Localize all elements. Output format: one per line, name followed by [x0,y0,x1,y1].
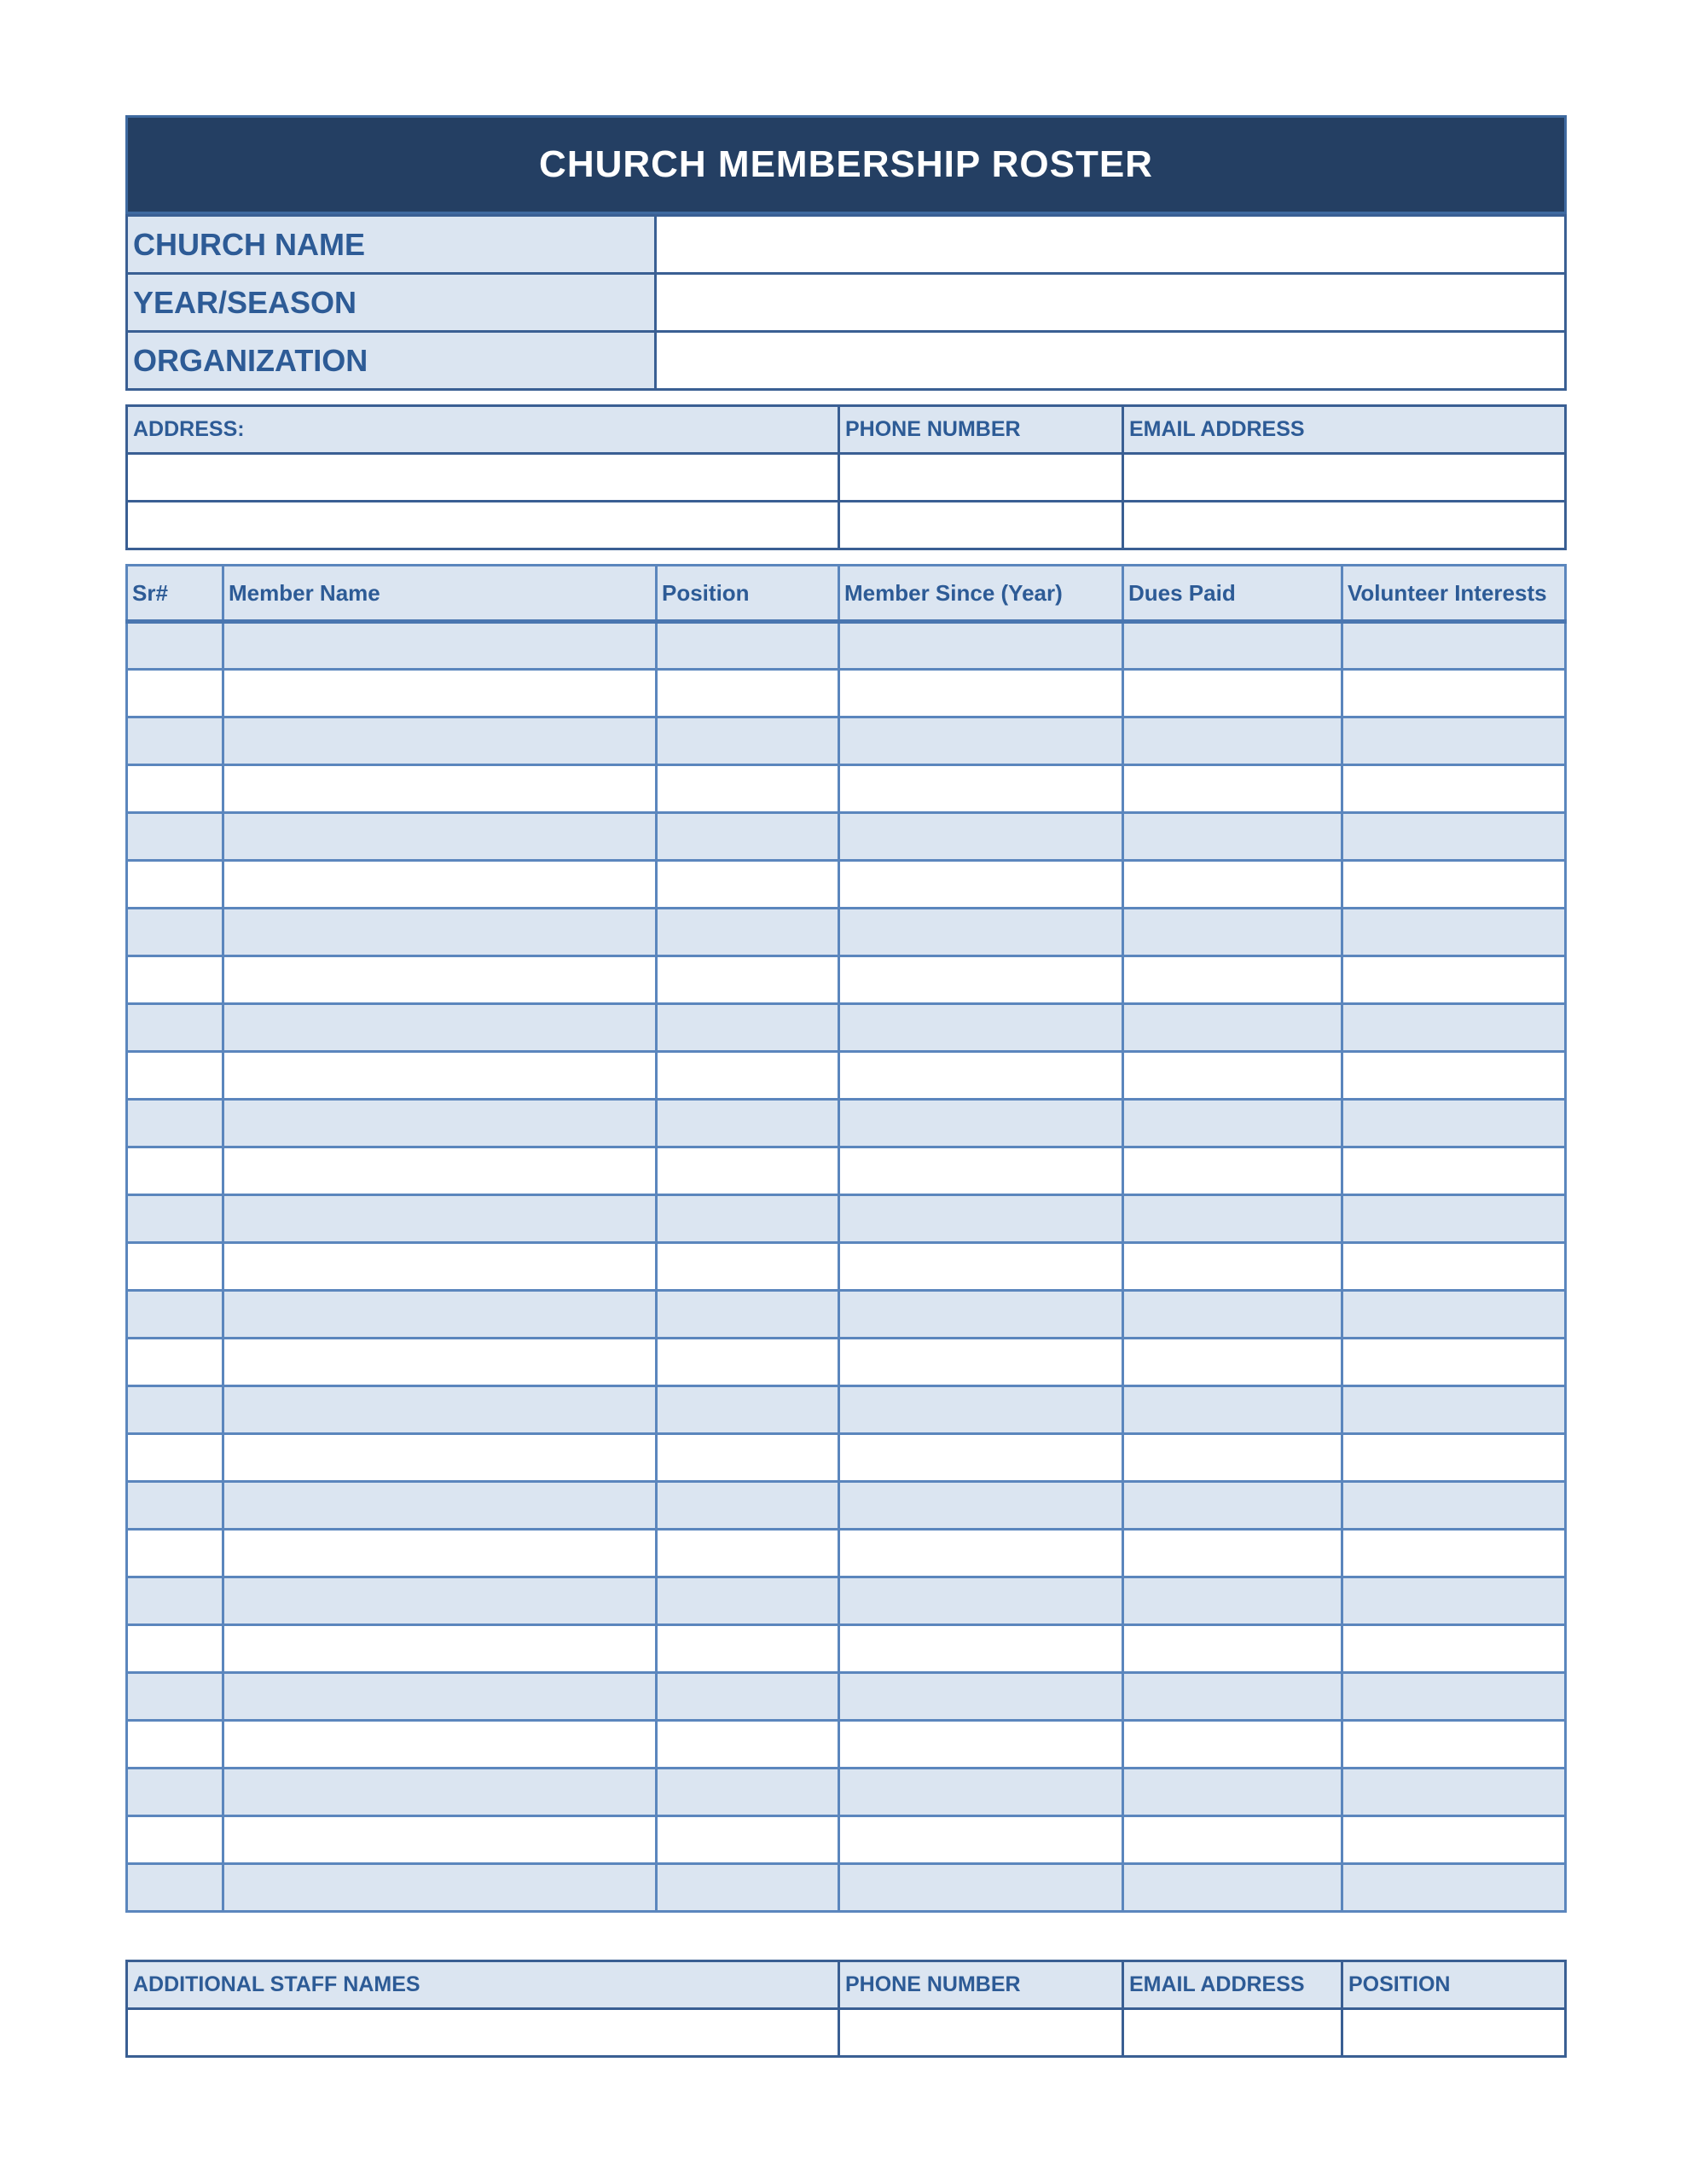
member-since-cell[interactable] [839,1577,1123,1625]
member-since-cell[interactable] [839,1482,1123,1530]
church-name-label: CHURCH NAME [127,216,656,274]
sr-cell[interactable] [127,670,223,717]
table-row [127,1864,1566,1912]
member-since-cell[interactable] [839,670,1123,717]
member-name-cell[interactable] [223,1291,657,1339]
phone-label: PHONE NUMBER [839,406,1123,454]
member-since-cell[interactable] [839,1147,1123,1195]
page-title: CHURCH MEMBERSHIP ROSTER [539,143,1153,185]
dues-paid-cell[interactable] [1123,1482,1342,1530]
staff-email-field[interactable] [1123,2009,1342,2057]
sr-cell[interactable] [127,956,223,1004]
table-row [127,1195,1566,1243]
table-row [127,956,1566,1004]
volunteer-interests-cell[interactable] [1342,1434,1566,1482]
staff-names-label: ADDITIONAL STAFF NAMES [127,1961,839,2009]
sr-cell[interactable] [127,1291,223,1339]
position-cell[interactable] [657,1673,839,1721]
sr-cell[interactable] [127,861,223,909]
volunteer-interests-cell[interactable] [1342,622,1566,670]
dues-paid-cell[interactable] [1123,1625,1342,1673]
dues-paid-cell[interactable] [1123,1004,1342,1052]
position-cell[interactable] [657,1769,839,1816]
contact-table [125,404,1567,550]
member-name-cell[interactable] [223,1673,657,1721]
staff-phone-field[interactable] [839,2009,1123,2057]
table-row [127,1004,1566,1052]
staff-name-field[interactable] [127,2009,839,2057]
organization-field[interactable] [656,332,1566,390]
member-name-cell[interactable] [223,1052,657,1100]
volunteer-interests-cell[interactable] [1342,1482,1566,1530]
position-cell[interactable] [657,670,839,717]
sr-cell[interactable] [127,1100,223,1147]
staff-email-label: EMAIL ADDRESS [1123,1961,1342,2009]
sr-cell[interactable] [127,1673,223,1721]
position-cell[interactable] [657,1434,839,1482]
member-since-cell[interactable] [839,1004,1123,1052]
table-row [127,1769,1566,1816]
position-cell[interactable] [657,1291,839,1339]
member-since-cell[interactable] [839,1243,1123,1291]
column-header-dues-paid: Dues Paid [1123,566,1342,622]
member-since-cell[interactable] [839,813,1123,861]
volunteer-interests-cell[interactable] [1342,1004,1566,1052]
member-name-cell[interactable] [223,861,657,909]
volunteer-interests-cell[interactable] [1342,1816,1566,1864]
member-name-cell[interactable] [223,1864,657,1912]
table-row [127,765,1566,813]
table-row [127,1625,1566,1673]
dues-paid-cell[interactable] [1123,1769,1342,1816]
phone-field[interactable] [839,454,1123,502]
member-since-cell[interactable] [839,1386,1123,1434]
column-header-position: Position [657,566,839,622]
volunteer-interests-cell[interactable] [1342,1721,1566,1769]
position-cell[interactable] [657,1577,839,1625]
address-label: ADDRESS: [127,406,839,454]
member-name-cell[interactable] [223,1386,657,1434]
roster-header-row [127,566,1566,622]
table-row [127,1291,1566,1339]
church-name-field[interactable] [656,216,1566,274]
volunteer-interests-cell[interactable] [1342,1625,1566,1673]
sr-cell[interactable] [127,1816,223,1864]
staff-table [125,1960,1567,2058]
table-row [127,717,1566,765]
dues-paid-cell[interactable] [1123,909,1342,956]
position-cell[interactable] [657,909,839,956]
member-name-cell[interactable] [223,670,657,717]
position-cell[interactable] [657,1816,839,1864]
member-since-cell[interactable] [839,765,1123,813]
member-name-cell[interactable] [223,1721,657,1769]
table-row [127,1386,1566,1434]
dues-paid-cell[interactable] [1123,813,1342,861]
dues-paid-cell[interactable] [1123,1243,1342,1291]
member-since-cell[interactable] [839,1721,1123,1769]
dues-paid-cell[interactable] [1123,1291,1342,1339]
member-name-cell[interactable] [223,717,657,765]
table-row [127,1434,1566,1482]
member-name-cell[interactable] [223,813,657,861]
sr-cell[interactable] [127,622,223,670]
table-row [127,1052,1566,1100]
member-name-cell[interactable] [223,1147,657,1195]
volunteer-interests-cell[interactable] [1342,1339,1566,1386]
member-name-cell[interactable] [223,1195,657,1243]
dues-paid-cell[interactable] [1123,1816,1342,1864]
table-row [127,1530,1566,1577]
table-row [127,670,1566,717]
member-since-cell[interactable] [839,909,1123,956]
volunteer-interests-cell[interactable] [1342,1052,1566,1100]
volunteer-interests-cell[interactable] [1342,1386,1566,1434]
roster-form [125,115,1567,2058]
sr-cell[interactable] [127,1482,223,1530]
email-field[interactable] [1123,502,1566,549]
volunteer-interests-cell[interactable] [1342,1673,1566,1721]
volunteer-interests-cell[interactable] [1342,1195,1566,1243]
sr-cell[interactable] [127,813,223,861]
title-banner [125,115,1567,214]
member-name-cell[interactable] [223,909,657,956]
table-row [127,1673,1566,1721]
sr-cell[interactable] [127,1339,223,1386]
sr-cell[interactable] [127,909,223,956]
member-name-cell[interactable] [223,1530,657,1577]
member-since-cell[interactable] [839,1339,1123,1386]
position-cell[interactable] [657,1721,839,1769]
volunteer-interests-cell[interactable] [1342,1291,1566,1339]
member-name-cell[interactable] [223,622,657,670]
table-row [127,1100,1566,1147]
dues-paid-cell[interactable] [1123,1673,1342,1721]
member-since-cell[interactable] [839,1625,1123,1673]
dues-paid-cell[interactable] [1123,956,1342,1004]
dues-paid-cell[interactable] [1123,1434,1342,1482]
dues-paid-cell[interactable] [1123,1577,1342,1625]
staff-position-field[interactable] [1342,2009,1566,2057]
address-field[interactable] [127,502,839,549]
sr-cell[interactable] [127,765,223,813]
volunteer-interests-cell[interactable] [1342,765,1566,813]
member-since-cell[interactable] [839,1769,1123,1816]
member-since-cell[interactable] [839,1816,1123,1864]
volunteer-interests-cell[interactable] [1342,1577,1566,1625]
dues-paid-cell[interactable] [1123,717,1342,765]
dues-paid-cell[interactable] [1123,1530,1342,1577]
member-name-cell[interactable] [223,1482,657,1530]
position-cell[interactable] [657,1052,839,1100]
sr-cell[interactable] [127,1625,223,1673]
position-cell[interactable] [657,1482,839,1530]
email-label: EMAIL ADDRESS [1123,406,1566,454]
organization-label: ORGANIZATION [127,332,656,390]
position-cell[interactable] [657,1864,839,1912]
position-cell[interactable] [657,1625,839,1673]
table-row [127,1339,1566,1386]
dues-paid-cell[interactable] [1123,1339,1342,1386]
dues-paid-cell[interactable] [1123,1386,1342,1434]
table-row [127,1816,1566,1864]
dues-paid-cell[interactable] [1123,670,1342,717]
sr-cell[interactable] [127,1386,223,1434]
sr-cell[interactable] [127,1195,223,1243]
position-cell[interactable] [657,1147,839,1195]
member-since-cell[interactable] [839,1434,1123,1482]
position-cell[interactable] [657,1004,839,1052]
position-cell[interactable] [657,1195,839,1243]
volunteer-interests-cell[interactable] [1342,1530,1566,1577]
email-field[interactable] [1123,454,1566,502]
member-since-cell[interactable] [839,1052,1123,1100]
year-season-label: YEAR/SEASON [127,274,656,332]
dues-paid-cell[interactable] [1123,1147,1342,1195]
dues-paid-cell[interactable] [1123,1195,1342,1243]
address-field[interactable] [127,454,839,502]
member-name-cell[interactable] [223,1577,657,1625]
volunteer-interests-cell[interactable] [1342,1243,1566,1291]
roster-body [127,622,1566,1912]
position-cell[interactable] [657,1386,839,1434]
position-cell[interactable] [657,1530,839,1577]
phone-field[interactable] [839,502,1123,549]
dues-paid-cell[interactable] [1123,861,1342,909]
dues-paid-cell[interactable] [1123,1864,1342,1912]
sr-cell[interactable] [127,1004,223,1052]
position-cell[interactable] [657,765,839,813]
dues-paid-cell[interactable] [1123,622,1342,670]
sr-cell[interactable] [127,1243,223,1291]
member-since-cell[interactable] [839,861,1123,909]
position-cell[interactable] [657,1243,839,1291]
member-name-cell[interactable] [223,1816,657,1864]
member-name-cell[interactable] [223,1339,657,1386]
sr-cell[interactable] [127,1434,223,1482]
position-cell[interactable] [657,813,839,861]
sr-cell[interactable] [127,1769,223,1816]
member-name-cell[interactable] [223,1434,657,1482]
dues-paid-cell[interactable] [1123,765,1342,813]
position-cell[interactable] [657,1100,839,1147]
member-since-cell[interactable] [839,717,1123,765]
sr-cell[interactable] [127,1530,223,1577]
table-row [127,1147,1566,1195]
member-name-cell[interactable] [223,956,657,1004]
volunteer-interests-cell[interactable] [1342,1100,1566,1147]
column-header-member-name: Member Name [223,566,657,622]
member-since-cell[interactable] [839,1673,1123,1721]
column-header-volunteer-interests: Volunteer Interests [1342,566,1566,622]
member-since-cell[interactable] [839,1530,1123,1577]
sr-cell[interactable] [127,1721,223,1769]
table-row [127,813,1566,861]
position-cell[interactable] [657,1339,839,1386]
member-since-cell[interactable] [839,956,1123,1004]
column-header-sr: Sr# [127,566,223,622]
volunteer-interests-cell[interactable] [1342,1147,1566,1195]
member-name-cell[interactable] [223,1625,657,1673]
volunteer-interests-cell[interactable] [1342,813,1566,861]
table-row [127,622,1566,670]
volunteer-interests-cell[interactable] [1342,909,1566,956]
dues-paid-cell[interactable] [1123,1052,1342,1100]
volunteer-interests-cell[interactable] [1342,1864,1566,1912]
member-name-cell[interactable] [223,1004,657,1052]
dues-paid-cell[interactable] [1123,1100,1342,1147]
volunteer-interests-cell[interactable] [1342,861,1566,909]
member-since-cell[interactable] [839,622,1123,670]
member-roster-table [125,564,1567,1913]
member-name-cell[interactable] [223,1769,657,1816]
volunteer-interests-cell[interactable] [1342,956,1566,1004]
member-since-cell[interactable] [839,1100,1123,1147]
table-row [127,1482,1566,1530]
member-name-cell[interactable] [223,1100,657,1147]
sr-cell[interactable] [127,1864,223,1912]
volunteer-interests-cell[interactable] [1342,1769,1566,1816]
column-header-member-since: Member Since (Year) [839,566,1123,622]
table-row [127,861,1566,909]
member-name-cell[interactable] [223,765,657,813]
member-since-cell[interactable] [839,1291,1123,1339]
position-cell[interactable] [657,717,839,765]
staff-phone-label: PHONE NUMBER [839,1961,1123,2009]
staff-position-label: POSITION [1342,1961,1566,2009]
year-season-field[interactable] [656,274,1566,332]
sr-cell[interactable] [127,1052,223,1100]
position-cell[interactable] [657,622,839,670]
position-cell[interactable] [657,956,839,1004]
volunteer-interests-cell[interactable] [1342,670,1566,717]
member-name-cell[interactable] [223,1243,657,1291]
table-row [127,1243,1566,1291]
dues-paid-cell[interactable] [1123,1721,1342,1769]
volunteer-interests-cell[interactable] [1342,717,1566,765]
church-info-table [125,214,1567,391]
table-row [127,909,1566,956]
member-since-cell[interactable] [839,1195,1123,1243]
table-row [127,1577,1566,1625]
sr-cell[interactable] [127,1147,223,1195]
position-cell[interactable] [657,861,839,909]
sr-cell[interactable] [127,717,223,765]
sr-cell[interactable] [127,1577,223,1625]
table-row [127,1721,1566,1769]
member-since-cell[interactable] [839,1864,1123,1912]
